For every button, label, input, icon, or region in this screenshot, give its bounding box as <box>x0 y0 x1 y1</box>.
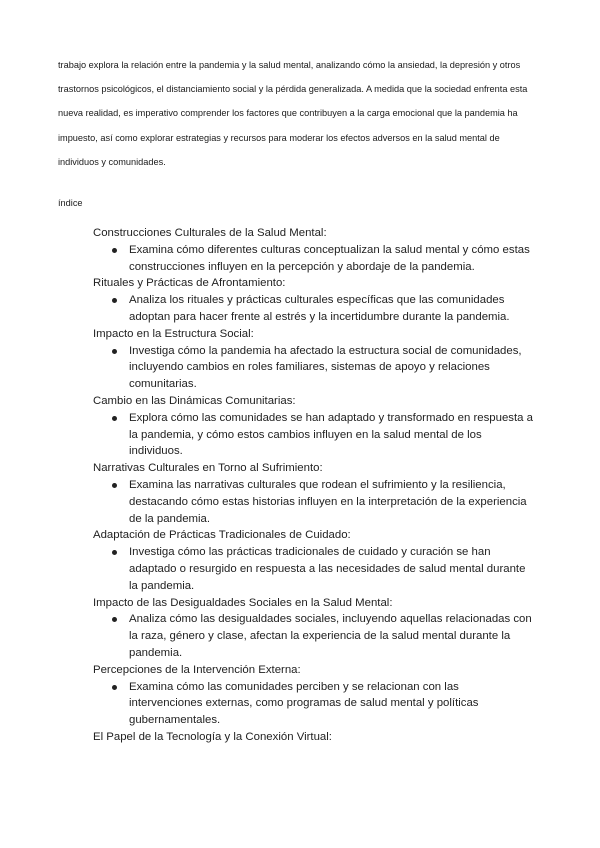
bullet-icon <box>112 617 117 622</box>
index-section <box>93 662 533 729</box>
bullet-list <box>93 410 533 460</box>
intro-paragraph: trabajo explora la relación entre la pandemia y la salud mental, analizando cómo la ansiedad, la depresión y otros trastornos psicológicos, el distanciamiento social y la pérdida generalizada. A medida que la sociedad enfrenta esta nueva realidad, es imperativo comprender los factores que contribuyen a la carga emocional que la pandemia ha impuesto, así como explorar estrategias y recursos para moderar los efectos adversos en la salud mental de individuos y comunidades. <box>58 60 528 167</box>
index-section <box>93 527 533 594</box>
index-section <box>93 326 533 393</box>
bullet-list <box>93 477 533 527</box>
list-item <box>112 242 533 276</box>
bullet-icon <box>112 483 117 488</box>
section-title: Construcciones Culturales de la Salud Mental: <box>93 227 327 239</box>
list-item <box>112 292 533 326</box>
bullet-text: Analiza los rituales y prácticas culturales específicas que las comunidades adoptan para hacer frente al estrés y la incertidumbre durante la pandemia. <box>129 294 510 323</box>
bullet-icon <box>112 416 117 421</box>
list-item <box>112 410 533 460</box>
bullet-icon <box>112 298 117 303</box>
bullet-text: Examina cómo las comunidades perciben y se relacionan con las intervenciones externas, como programas de salud mental y políticas gubernamentales. <box>129 680 479 727</box>
index-section <box>93 225 533 275</box>
bullet-text: Examina las narrativas culturales que rodean el sufrimiento y la resiliencia, destacando cómo estas historias influyen en la interpretación de la experiencia de la pandemia. <box>129 478 527 525</box>
section-title: Impacto en la Estructura Social: <box>93 327 254 340</box>
index-section <box>93 729 533 746</box>
bullet-text: Examina cómo diferentes culturas conceptualizan la salud mental y cómo estas construcciones influyen en la percepción y abordaje de la pandemia. <box>129 243 530 273</box>
section-title: Rituales y Prácticas de Afrontamiento: <box>93 277 286 290</box>
index-section <box>93 460 533 527</box>
list-item <box>112 477 533 527</box>
bullet-icon <box>112 550 117 555</box>
bullet-icon <box>112 248 117 253</box>
bullet-text: Investiga cómo las prácticas tradicionales de cuidado y curación se han adaptado o resurgido en respuesta a las necesidades de salud mental durante la pandemia. <box>129 546 526 592</box>
index-list <box>93 225 533 746</box>
bullet-text: Analiza cómo las desigualdades sociales, incluyendo aquellas relacionadas con la raza, género y clase, afectan la experiencia de la salud mental durante la pandemia. <box>129 613 532 659</box>
bullet-icon <box>112 349 117 354</box>
section-title: El Papel de la Tecnología y la Conexión Virtual: <box>93 730 332 743</box>
bullet-list <box>93 679 533 729</box>
section-title: Impacto de las Desigualdades Sociales en la Salud Mental: <box>93 596 393 609</box>
index-heading: índice <box>58 198 83 208</box>
bullet-list <box>93 544 533 594</box>
bullet-list <box>93 292 533 326</box>
list-item <box>112 544 533 594</box>
list-item <box>112 343 533 393</box>
section-title: Percepciones de la Intervención Externa: <box>93 663 301 676</box>
section-title: Narrativas Culturales en Torno al Sufrimiento: <box>93 462 323 475</box>
bullet-icon <box>112 685 117 690</box>
list-item <box>112 679 533 729</box>
bullet-text: Investiga cómo la pandemia ha afectado la estructura social de comunidades, incluyendo cambios en roles familiares, sistemas de apoyo y relaciones comunitarias. <box>129 344 522 391</box>
bullet-list <box>93 242 533 276</box>
section-title: Cambio en las Dinámicas Comunitarias: <box>93 394 296 407</box>
index-section <box>93 595 533 662</box>
list-item <box>112 611 533 661</box>
index-section <box>93 275 533 325</box>
bullet-list <box>93 611 533 661</box>
bullet-text: Explora cómo las comunidades se han adaptado y transformado en respuesta a la pandemia, y cómo estos cambios influyen en la salud mental de los individuos. <box>129 411 533 458</box>
index-section <box>93 393 533 460</box>
bullet-list <box>93 343 533 393</box>
section-title: Adaptación de Prácticas Tradicionales de Cuidado: <box>93 529 351 542</box>
